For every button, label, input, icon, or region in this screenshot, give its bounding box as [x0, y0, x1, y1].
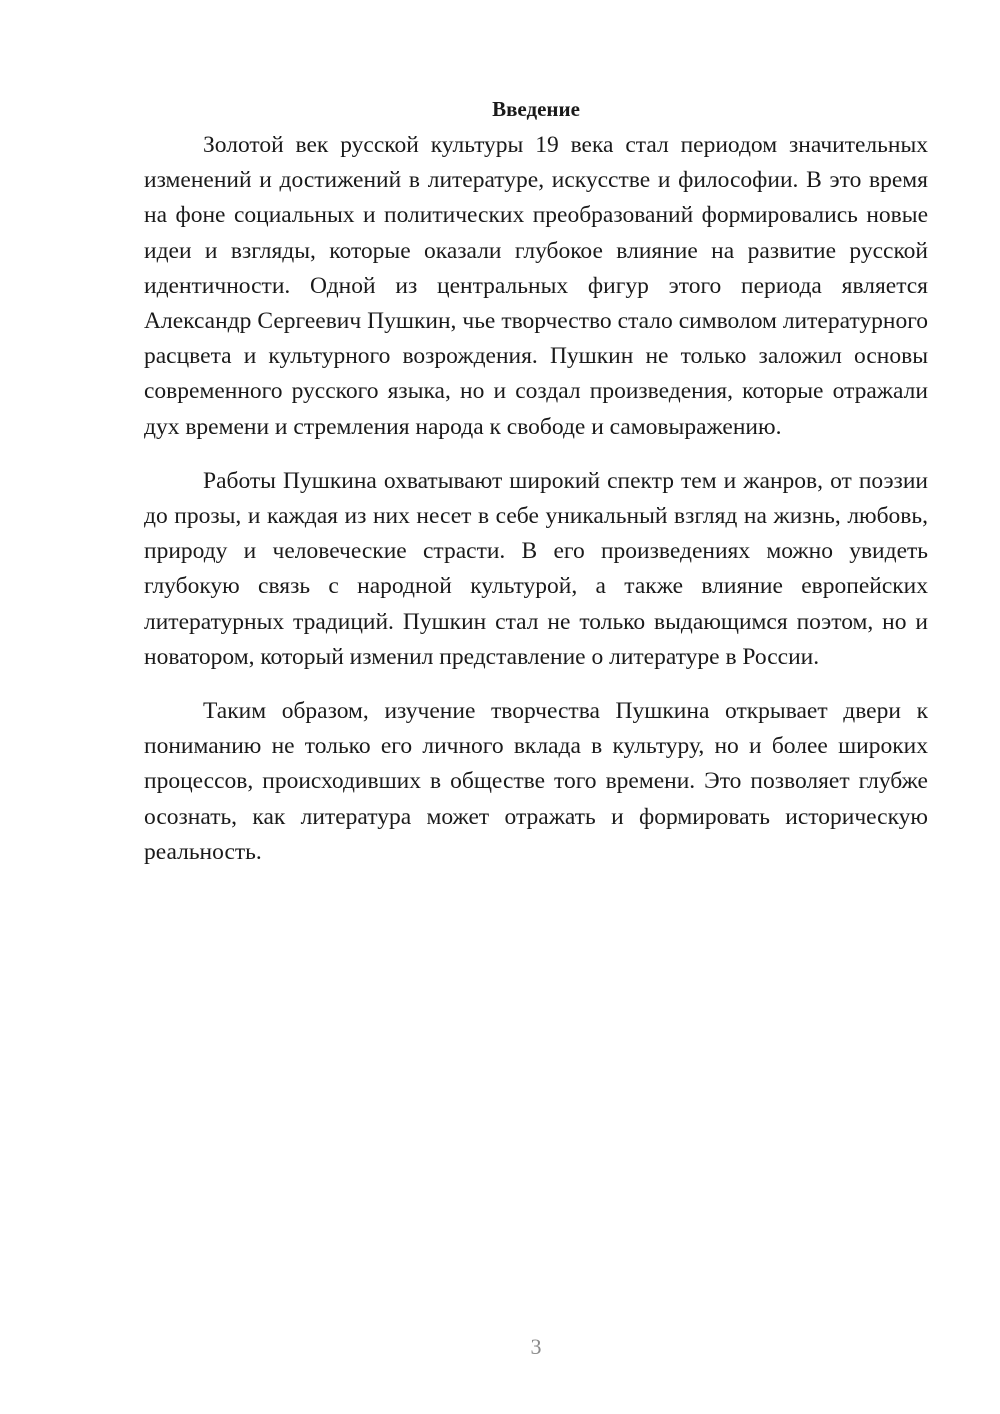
paragraph-3: Таким образом, изучение творчества Пушкина открывает двери к пониманию не только его личного вклада в культуру, но и более широких процессов, происходивших в обществе того времени. Это позволяет глубже осознать, как литература может отражать и формировать историческую реальность.	[144, 698, 928, 865]
section-title: Введение	[492, 97, 580, 121]
document-page	[144, 94, 928, 889]
paragraph-1: Золотой век русской культуры 19 века стал периодом значительных изменений и достижений в литературе, искусстве и философии. В это время на фоне социальных и политических преобразований формировались новые идеи и взгляды, которые оказали глубокое влияние на развитие русской идентичности. Одной из центральных фигур этого периода является Александр Сергеевич Пушкин, чье творчество стало символом литературного расцвета и культурного возрождения. Пушкин не только заложил основы современного русского языка, но и создал произведения, которые отражали дух времени и стремления народа к свободе и самовыражению.	[144, 132, 928, 440]
page-number: 3	[530, 1334, 542, 1359]
paragraph-2: Работы Пушкина охватывают широкий спектр тем и жанров, от поэзии до прозы, и каждая из них несет в себе уникальный взгляд на жизнь, любовь, природу и человеческие страсти. В его произведениях можно увидеть глубокую связь с народной культурой, а также влияние европейских литературных традиций. Пушкин стал не только выдающимся поэтом, но и новатором, который изменил представление о литературе в России.	[144, 467, 928, 670]
